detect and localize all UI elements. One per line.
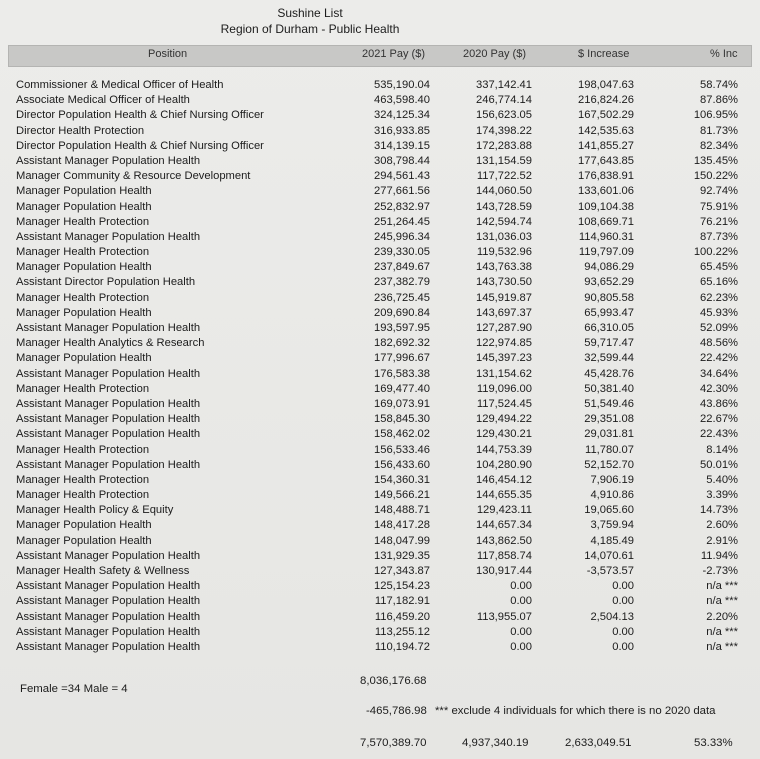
increase-cell: 32,599.44 <box>584 352 634 365</box>
pct-inc-cell: 100.22% <box>693 246 738 259</box>
pay-2020-cell: 143,697.37 <box>476 306 532 319</box>
pay-2021-cell: 148,417.28 <box>374 519 430 532</box>
position-cell: Assistant Manager Population Health <box>16 397 201 410</box>
table-row <box>0 215 760 230</box>
position-cell: Manager Health Safety & Wellness <box>16 565 190 577</box>
table-row <box>0 139 760 154</box>
increase-cell: 114,960.31 <box>578 230 634 243</box>
pay-2021-cell: 149,566.21 <box>374 489 430 502</box>
table-row <box>0 518 760 533</box>
increase-cell: 93,652.29 <box>584 276 634 289</box>
pay-2021-cell: 156,433.60 <box>374 458 430 471</box>
pct-inc-cell: n/a *** <box>706 625 738 638</box>
increase-cell: 198,047.63 <box>578 79 634 91</box>
table-row <box>0 230 760 245</box>
pct-inc-cell: 62.23% <box>700 291 738 304</box>
pay-2020-cell: 129,494.22 <box>476 413 532 426</box>
increase-cell: 2,504.13 <box>590 610 634 623</box>
position-cell: Manager Health Protection <box>16 489 150 502</box>
table-row <box>0 382 760 397</box>
table-row <box>0 443 760 458</box>
pct-inc-cell: 2.60% <box>706 519 738 532</box>
table-row <box>0 473 760 488</box>
position-cell: Manager Health Protection <box>16 246 150 259</box>
pay-2021-cell: 117,182.91 <box>374 595 430 608</box>
pct-inc-cell: n/a *** <box>706 595 738 608</box>
pct-inc-cell: 106.95% <box>693 109 738 122</box>
gender-count: Female =34 Male = 4 <box>20 683 128 695</box>
table-row <box>0 93 760 108</box>
increase-cell: 29,031.81 <box>584 428 634 441</box>
position-cell: Director Population Health & Chief Nursing Officer <box>16 139 264 152</box>
position-cell: Assistant Manager Population Health <box>16 428 201 441</box>
table-row <box>0 124 760 139</box>
adjusted-total-pct: 53.33% <box>694 737 733 749</box>
increase-cell: 142,535.63 <box>578 124 634 137</box>
position-cell: Associate Medical Officer of Health <box>16 94 190 107</box>
pay-2021-cell: 125,154.23 <box>374 580 430 593</box>
increase-cell: 3,759.94 <box>590 519 634 532</box>
document-title: Sushine List <box>277 6 343 20</box>
pay-2021-cell: 236,725.45 <box>374 291 430 304</box>
pay-2021-cell: 209,690.84 <box>374 306 430 319</box>
pct-inc-cell: 14.73% <box>700 504 738 517</box>
position-cell: Manager Health Policy & Equity <box>16 504 174 517</box>
position-cell: Manager Population Health <box>16 185 152 198</box>
position-cell: Manager Population Health <box>16 200 152 213</box>
adjusted-total-2020: 4,937,340.19 <box>462 737 529 749</box>
table-row <box>0 367 760 382</box>
table-row <box>0 579 760 594</box>
pay-2020-cell: 144,753.39 <box>476 443 532 456</box>
pay-2020-cell: 172,283.88 <box>476 139 532 152</box>
increase-cell: 59,717.47 <box>584 337 634 350</box>
header-pct-inc: % Inc <box>710 48 738 60</box>
increase-cell: 50,381.40 <box>584 382 634 395</box>
adjustment-amount: -465,786.98 <box>366 705 427 717</box>
pay-2020-cell: 143,862.50 <box>476 534 532 547</box>
pct-inc-cell: n/a *** <box>706 640 738 653</box>
pay-2021-cell: 277,661.56 <box>374 185 430 198</box>
table-row <box>0 625 760 640</box>
pay-2020-cell: 144,060.50 <box>476 185 532 198</box>
pct-inc-cell: 92.74% <box>700 185 738 198</box>
table-row <box>0 108 760 123</box>
pay-2020-cell: 146,454.12 <box>476 473 532 486</box>
increase-cell: 0.00 <box>612 640 634 653</box>
pay-2020-cell: 0.00 <box>510 580 532 593</box>
increase-cell: 0.00 <box>612 625 634 638</box>
position-cell: Assistant Manager Population Health <box>16 625 201 638</box>
pct-inc-cell: 50.01% <box>700 458 738 471</box>
pay-2021-cell: 148,488.71 <box>374 504 430 517</box>
pay-2020-cell: 142,594.74 <box>476 215 532 228</box>
increase-cell: 141,855.27 <box>578 139 634 152</box>
table-row <box>0 549 760 564</box>
position-cell: Manager Community & Resource Development <box>16 170 251 183</box>
pay-2020-cell: 104,280.90 <box>476 458 532 471</box>
position-cell: Manager Population Health <box>16 306 152 319</box>
pay-2020-cell: 0.00 <box>510 625 532 638</box>
table-row <box>0 564 760 579</box>
increase-cell: 176,838.91 <box>578 170 634 183</box>
increase-cell: 177,643.85 <box>578 154 634 167</box>
pay-2020-cell: 143,730.50 <box>476 276 532 289</box>
position-cell: Assistant Manager Population Health <box>16 322 201 334</box>
pct-inc-cell: 52.09% <box>700 322 738 334</box>
pct-inc-cell: 42.30% <box>700 382 738 395</box>
position-cell: Assistant Manager Population Health <box>16 549 201 562</box>
pay-2021-cell: 237,849.67 <box>374 261 430 274</box>
pct-inc-cell: 22.43% <box>700 428 738 441</box>
pct-inc-cell: 87.86% <box>700 94 738 107</box>
increase-cell: 109,104.38 <box>578 200 634 213</box>
pay-2020-cell: 117,524.45 <box>476 397 532 410</box>
pay-2020-cell: 174,398.22 <box>476 124 532 137</box>
pct-inc-cell: 135.45% <box>693 154 738 167</box>
pay-2021-cell: 294,561.43 <box>374 170 430 183</box>
increase-cell: 66,310.05 <box>584 322 634 334</box>
header-pay-2020: 2020 Pay ($) <box>463 48 526 60</box>
increase-cell: 14,070.61 <box>584 549 634 562</box>
increase-cell: 4,910.86 <box>590 489 634 502</box>
pay-2021-cell: 535,190.04 <box>374 79 430 91</box>
pay-2020-cell: 122,974.85 <box>476 337 532 350</box>
pay-2020-cell: 117,722.52 <box>476 170 532 183</box>
header-increase: $ Increase <box>578 48 630 60</box>
position-cell: Manager Health Protection <box>16 382 150 395</box>
pay-2020-cell: 156,623.05 <box>476 109 532 122</box>
pct-inc-cell: 150.22% <box>693 170 738 183</box>
pay-2020-cell: 119,532.96 <box>476 246 532 259</box>
table-row <box>0 397 760 412</box>
position-cell: Manager Health Protection <box>16 443 150 456</box>
increase-cell: 52,152.70 <box>584 458 634 471</box>
pay-2021-cell: 182,692.32 <box>374 337 430 350</box>
increase-cell: 29,351.08 <box>584 413 634 426</box>
header-pay-2021: 2021 Pay ($) <box>362 48 425 60</box>
table-row <box>0 275 760 290</box>
pct-inc-cell: 22.42% <box>700 352 738 365</box>
table-row <box>0 184 760 199</box>
position-cell: Assistant Manager Population Health <box>16 640 201 653</box>
position-cell: Assistant Manager Population Health <box>16 610 201 623</box>
table-row <box>0 78 760 93</box>
pay-2020-cell: 119,096.00 <box>476 382 532 395</box>
pay-2020-cell: 143,728.59 <box>476 200 532 213</box>
pay-2021-cell: 158,462.02 <box>374 428 430 441</box>
pay-2020-cell: 145,397.23 <box>476 352 532 365</box>
pay-2020-cell: 129,430.21 <box>476 428 532 441</box>
increase-cell: 51,549.46 <box>584 397 634 410</box>
pay-2021-cell: 156,533.46 <box>374 443 430 456</box>
position-cell: Director Population Health & Chief Nursing Officer <box>16 109 264 122</box>
table-row <box>0 488 760 503</box>
table-row <box>0 412 760 427</box>
position-cell: Director Health Protection <box>16 124 145 137</box>
increase-cell: 11,780.07 <box>585 443 634 456</box>
table-row <box>0 200 760 215</box>
pay-2020-cell: 145,919.87 <box>476 291 532 304</box>
position-cell: Manager Health Protection <box>16 291 150 304</box>
table-row <box>0 640 760 655</box>
pct-inc-cell: 48.56% <box>700 337 738 350</box>
pct-inc-cell: 82.34% <box>700 139 738 152</box>
table-row <box>0 336 760 351</box>
position-cell: Manager Health Analytics & Research <box>16 337 205 350</box>
position-cell: Assistant Manager Population Health <box>16 230 201 243</box>
pct-inc-cell: 58.74% <box>700 79 738 91</box>
increase-cell: -3,573.57 <box>586 565 634 577</box>
pct-inc-cell: 8.14% <box>706 443 738 456</box>
increase-cell: 108,669.71 <box>578 215 634 228</box>
table-row <box>0 610 760 625</box>
table-row <box>0 534 760 549</box>
pay-2021-cell: 239,330.05 <box>374 246 430 259</box>
pay-2021-cell: 158,845.30 <box>374 413 430 426</box>
pay-2021-cell: 251,264.45 <box>374 215 430 228</box>
pct-inc-cell: 65.45% <box>700 261 738 274</box>
pay-2021-cell: 176,583.38 <box>374 367 430 380</box>
pay-2020-cell: 113,955.07 <box>476 610 532 623</box>
pay-2020-cell: 131,154.62 <box>476 367 532 380</box>
pct-inc-cell: 87.73% <box>700 230 738 243</box>
pay-2020-cell: 337,142.41 <box>476 79 532 91</box>
pct-inc-cell: -2.73% <box>702 565 738 577</box>
table-row <box>0 594 760 609</box>
pct-inc-cell: 2.20% <box>706 610 738 623</box>
increase-cell: 167,502.29 <box>578 109 634 122</box>
increase-cell: 216,824.26 <box>578 94 634 107</box>
position-cell: Manager Population Health <box>16 261 152 274</box>
table-row <box>0 306 760 321</box>
pay-2021-cell: 316,933.85 <box>374 124 430 137</box>
position-cell: Assistant Manager Population Health <box>16 595 201 608</box>
pay-2020-cell: 144,657.34 <box>476 519 532 532</box>
increase-cell: 0.00 <box>612 580 634 593</box>
exclusion-note: *** exclude 4 individuals for which there is no 2020 data <box>435 705 716 717</box>
table-row <box>0 291 760 306</box>
pay-2020-cell: 246,774.14 <box>476 94 532 107</box>
pay-2021-cell: 252,832.97 <box>374 200 430 213</box>
pay-2020-cell: 0.00 <box>510 595 532 608</box>
pay-2021-cell: 110,194.72 <box>374 640 430 653</box>
pay-2021-cell: 463,598.40 <box>374 94 430 107</box>
pct-inc-cell: 75.91% <box>700 200 738 213</box>
header-position: Position <box>148 48 188 60</box>
position-cell: Manager Population Health <box>16 519 152 532</box>
increase-cell: 19,065.60 <box>584 504 634 517</box>
position-cell: Assistant Manager Population Health <box>16 458 201 471</box>
position-cell: Commissioner & Medical Officer of Health <box>16 79 224 91</box>
table-row <box>0 169 760 184</box>
increase-cell: 119,797.09 <box>578 246 634 259</box>
pct-inc-cell: 34.64% <box>700 367 738 380</box>
pay-2020-cell: 131,154.59 <box>476 154 532 167</box>
position-cell: Assistant Manager Population Health <box>16 580 201 593</box>
document-subtitle: Region of Durham - Public Health <box>220 22 400 36</box>
position-cell: Assistant Manager Population Health <box>16 367 201 380</box>
pct-inc-cell: 5.40% <box>706 473 738 486</box>
pct-inc-cell: 2.91% <box>706 534 738 547</box>
increase-cell: 133,601.06 <box>578 185 634 198</box>
table-row <box>0 260 760 275</box>
pct-inc-cell: 76.21% <box>700 215 738 228</box>
pay-2021-cell: 193,597.95 <box>374 322 430 334</box>
pay-2021-cell: 324,125.34 <box>374 109 430 122</box>
pay-2020-cell: 117,858.74 <box>476 549 532 562</box>
position-cell: Assistant Director Population Health <box>16 276 196 289</box>
table-row <box>0 503 760 518</box>
pay-2020-cell: 131,036.03 <box>476 230 532 243</box>
pay-2021-cell: 169,477.40 <box>374 382 430 395</box>
pay-2020-cell: 129,423.11 <box>476 504 532 517</box>
pct-inc-cell: 3.39% <box>706 489 738 502</box>
position-cell: Manager Health Protection <box>16 215 150 228</box>
pay-2021-cell: 113,255.12 <box>374 625 430 638</box>
pay-2021-cell: 237,382.79 <box>374 276 430 289</box>
pct-inc-cell: 43.86% <box>700 397 738 410</box>
pay-2021-cell: 177,996.67 <box>374 352 430 365</box>
position-cell: Assistant Manager Population Health <box>16 413 201 426</box>
increase-cell: 7,906.19 <box>590 473 634 486</box>
table-row <box>0 245 760 260</box>
position-cell: Manager Population Health <box>16 352 152 365</box>
increase-cell: 94,086.29 <box>584 261 634 274</box>
pay-2021-cell: 116,459.20 <box>374 610 430 623</box>
pct-inc-cell: 45.93% <box>700 306 738 319</box>
pay-2021-cell: 131,929.35 <box>374 549 430 562</box>
pay-2020-cell: 143,763.38 <box>476 261 532 274</box>
increase-cell: 90,805.58 <box>584 291 634 304</box>
pay-2021-cell: 169,073.91 <box>374 397 430 410</box>
table-row <box>0 321 760 336</box>
table-row <box>0 351 760 366</box>
table-row <box>0 154 760 169</box>
adjusted-total-2021: 7,570,389.70 <box>360 737 427 749</box>
total-2021: 8,036,176.68 <box>360 675 427 687</box>
increase-cell: 65,993.47 <box>584 306 634 319</box>
pay-2021-cell: 127,343.87 <box>374 565 430 577</box>
increase-cell: 0.00 <box>612 595 634 608</box>
adjusted-total-increase: 2,633,049.51 <box>565 737 632 749</box>
pay-2020-cell: 0.00 <box>510 640 532 653</box>
position-cell: Assistant Manager Population Health <box>16 154 201 167</box>
pay-2021-cell: 308,798.44 <box>374 154 430 167</box>
pay-2020-cell: 144,655.35 <box>476 489 532 502</box>
table-row <box>0 458 760 473</box>
pct-inc-cell: 65.16% <box>700 276 738 289</box>
pay-2020-cell: 127,287.90 <box>476 322 532 334</box>
salary-table-body <box>0 78 760 655</box>
pct-inc-cell: n/a *** <box>706 580 738 593</box>
pct-inc-cell: 22.67% <box>700 413 738 426</box>
pay-2021-cell: 148,047.99 <box>374 534 430 547</box>
pay-2021-cell: 154,360.31 <box>374 473 430 486</box>
pay-2020-cell: 130,917.44 <box>476 565 532 577</box>
increase-cell: 4,185.49 <box>590 534 634 547</box>
position-cell: Manager Health Protection <box>16 473 150 486</box>
pay-2021-cell: 245,996.34 <box>374 230 430 243</box>
pct-inc-cell: 81.73% <box>700 124 738 137</box>
increase-cell: 45,428.76 <box>584 367 634 380</box>
pay-2021-cell: 314,139.15 <box>374 139 430 152</box>
table-row <box>0 427 760 442</box>
position-cell: Manager Population Health <box>16 534 152 547</box>
pct-inc-cell: 11.94% <box>700 549 738 562</box>
